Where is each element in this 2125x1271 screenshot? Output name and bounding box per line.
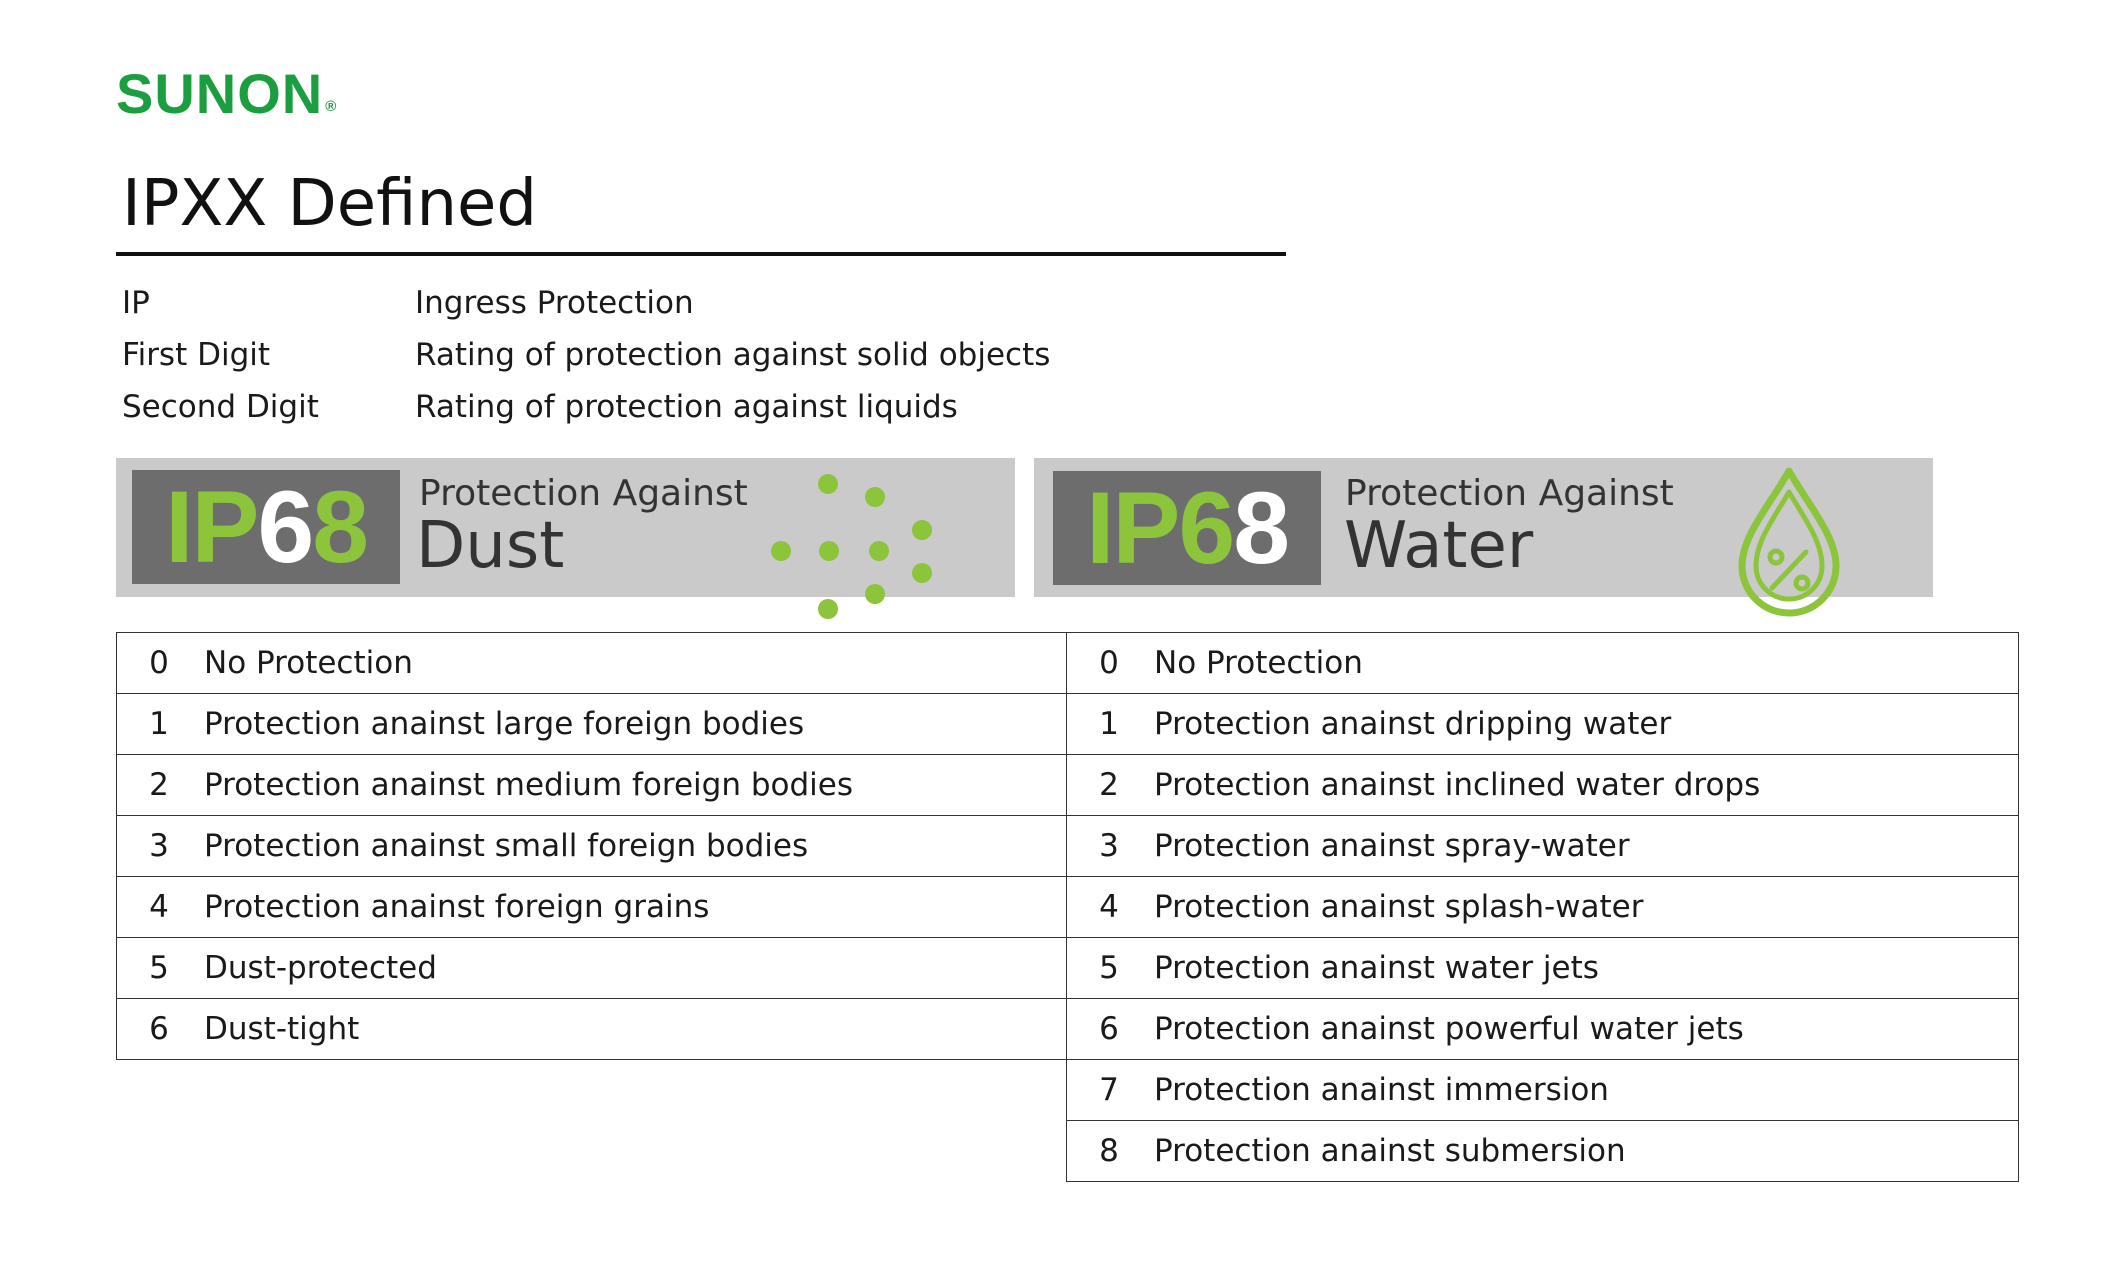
definition-description: Rating of protection against solid objects	[415, 337, 1051, 373]
rating-description: Protection anainst water jets	[1154, 950, 1599, 986]
table-row	[117, 877, 1067, 938]
rating-digit: 8	[1099, 1133, 1119, 1169]
rating-digit: 4	[1099, 889, 1119, 925]
title-underline	[116, 252, 1286, 256]
ip-prefix: IP	[165, 470, 258, 584]
rating-description: Protection anainst dripping water	[1154, 706, 1672, 742]
water-banner	[1034, 458, 1933, 597]
table-row	[117, 755, 1067, 816]
rating-digit: 3	[1099, 828, 1119, 864]
ip-first-digit: 6	[1178, 471, 1234, 585]
table-row	[117, 938, 1067, 999]
sunon-logo	[116, 62, 338, 125]
dust-particles-icon	[776, 468, 956, 618]
rating-digit: 4	[149, 889, 169, 925]
table-row	[1067, 816, 2019, 877]
logo-text: SUNON	[116, 62, 324, 125]
rating-description: Dust-tight	[204, 1011, 360, 1047]
rating-digit: 6	[1099, 1011, 1119, 1047]
rating-digit: 3	[149, 828, 169, 864]
protection-against-label: Protection Against	[419, 473, 748, 514]
table-row	[1067, 938, 2019, 999]
dust-protection-table	[116, 632, 1067, 1060]
rating-digit: 0	[149, 645, 169, 681]
ip-code-badge	[132, 470, 400, 584]
table-row	[1067, 1060, 2019, 1121]
rating-description: Protection anainst medium foreign bodies	[204, 767, 853, 803]
ip-second-digit: 8	[1233, 471, 1288, 585]
table-row	[117, 999, 1067, 1060]
rating-description: Protection anainst submersion	[1154, 1133, 1626, 1169]
water-drop-percent-icon	[1734, 466, 1844, 626]
table-row	[117, 694, 1067, 755]
rating-description: Protection anainst large foreign bodies	[204, 706, 805, 742]
rating-description: Dust-protected	[204, 950, 437, 986]
table-row	[1067, 999, 2019, 1060]
definition-term: First Digit	[122, 337, 271, 373]
table-row	[1067, 633, 2019, 694]
rating-description: Protection anainst spray-water	[1154, 828, 1630, 864]
rating-description: No Protection	[204, 645, 413, 681]
definition-description: Rating of protection against liquids	[415, 389, 958, 425]
rating-description: Protection anainst foreign grains	[204, 889, 710, 925]
table-row	[117, 633, 1067, 694]
table-row	[1067, 755, 2019, 816]
water-protection-table	[1066, 632, 2019, 1182]
ip-second-digit: 8	[312, 470, 367, 584]
table-row	[1067, 877, 2019, 938]
page-title: IPXX Defined	[122, 167, 538, 241]
rating-digit: 1	[1099, 706, 1119, 742]
ip-prefix: IP	[1086, 471, 1179, 585]
ip-code-badge	[1053, 471, 1321, 585]
rating-description: No Protection	[1154, 645, 1363, 681]
rating-description: Protection anainst inclined water drops	[1154, 767, 1761, 803]
rating-digit: 0	[1099, 645, 1119, 681]
rating-digit: 2	[149, 767, 169, 803]
rating-digit: 2	[1099, 767, 1119, 803]
definition-term: Second Digit	[122, 389, 319, 425]
table-row	[117, 816, 1067, 877]
rating-digit: 1	[149, 706, 169, 742]
rating-description: Protection anainst splash-water	[1154, 889, 1644, 925]
rating-digit: 7	[1099, 1072, 1119, 1108]
table-row	[1067, 1121, 2019, 1182]
rating-digit: 5	[1099, 950, 1119, 986]
ip-first-digit: 6	[257, 470, 313, 584]
rating-description: Protection anainst immersion	[1154, 1072, 1609, 1108]
rating-description: Protection anainst powerful water jets	[1154, 1011, 1744, 1047]
definition-description: Ingress Protection	[415, 285, 694, 321]
rating-digit: 5	[149, 950, 169, 986]
rating-digit: 6	[149, 1011, 169, 1047]
rating-description: Protection anainst small foreign bodies	[204, 828, 809, 864]
dust-banner	[116, 458, 1015, 597]
definition-term: IP	[122, 285, 150, 321]
table-row	[1067, 694, 2019, 755]
protection-category-label: Water	[1344, 509, 1534, 583]
registered-mark: ®	[325, 98, 338, 115]
protection-category-label: Dust	[416, 509, 565, 583]
protection-against-label: Protection Against	[1345, 473, 1674, 514]
